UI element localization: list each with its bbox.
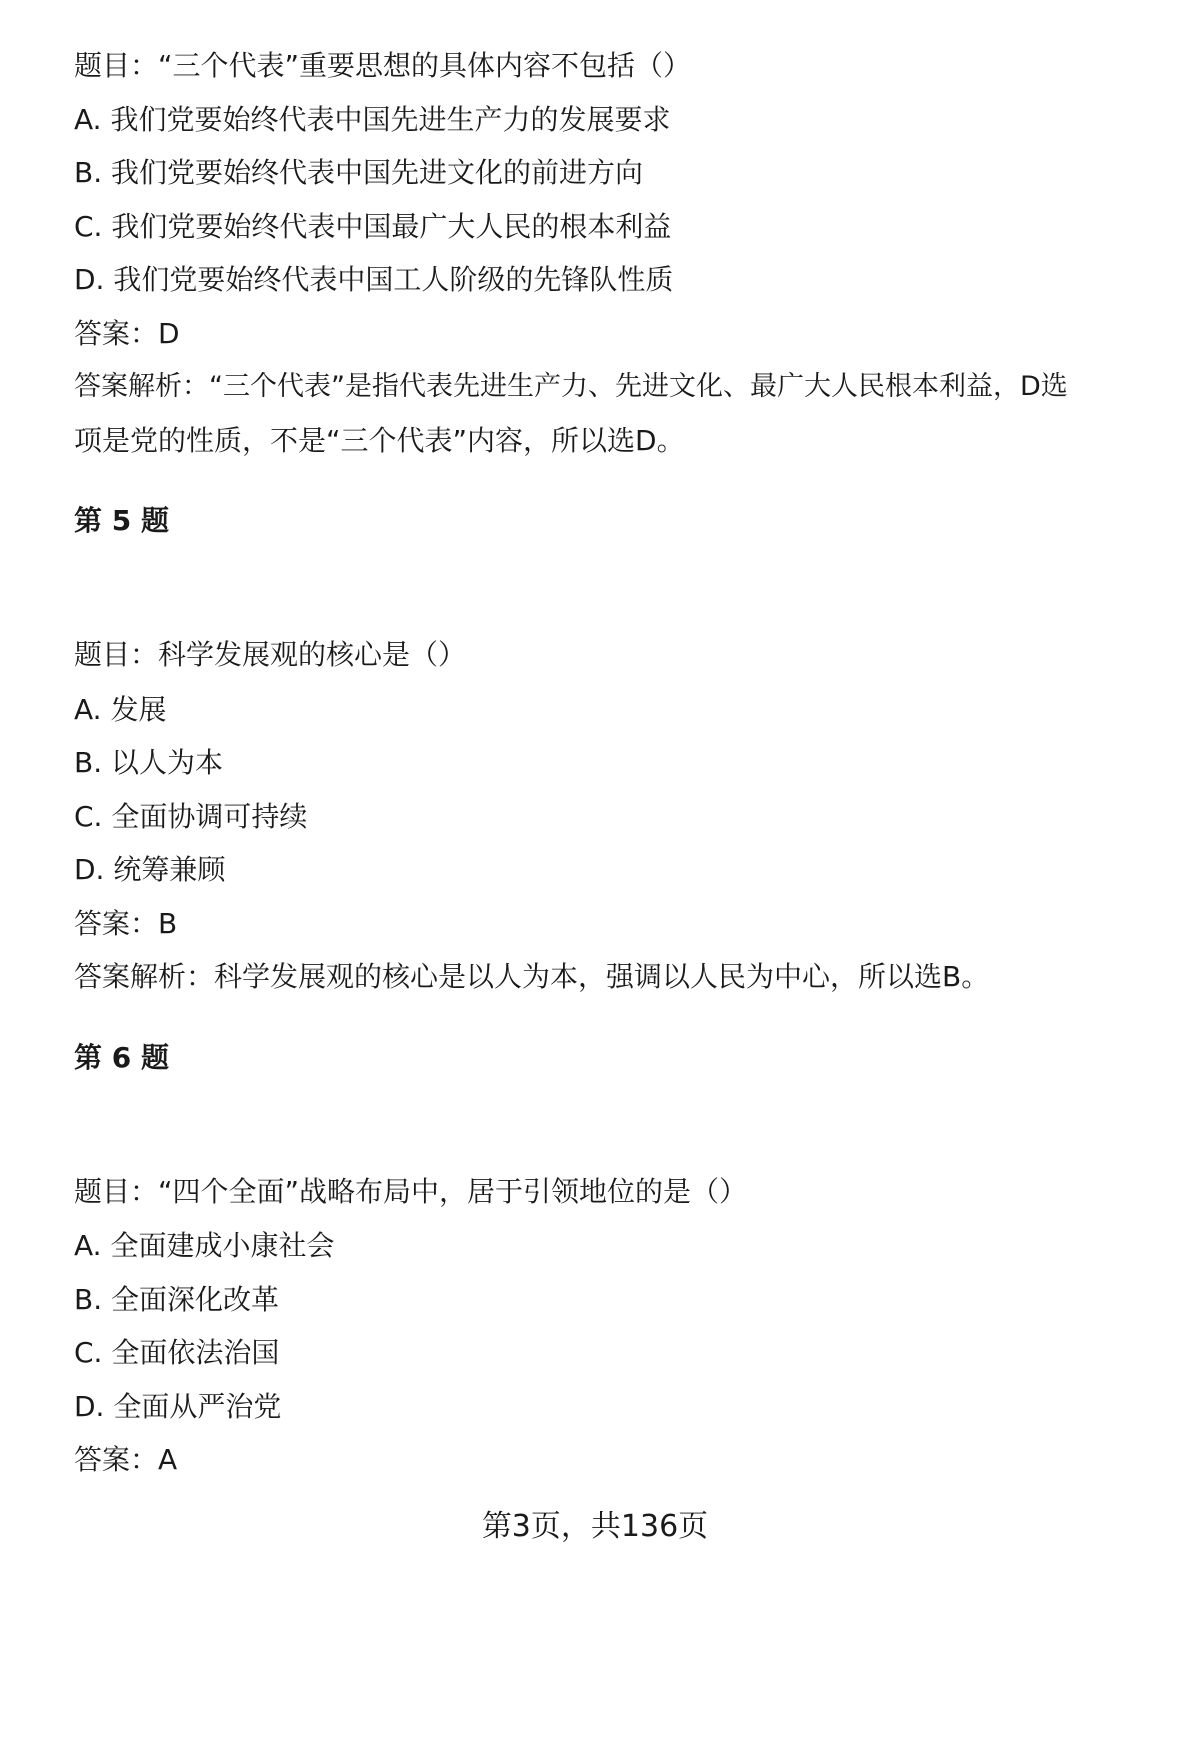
question-6-text: 题目：“四个全面”战略布局中，居于引领地位的是（） (74, 1175, 748, 1208)
question-5-text: 题目：科学发展观的核心是（） (74, 638, 467, 671)
question-5-heading: 第 5 题 (74, 504, 169, 537)
question-4-answer: 答案：D (74, 317, 180, 350)
question-5-option-d: D. 统筹兼顾 (74, 853, 226, 886)
question-5-option-a: A. 发展 (74, 693, 167, 726)
question-4-text: 题目：“三个代表”重要思想的具体内容不包括（） (74, 49, 692, 82)
question-5-answer: 答案：B (74, 907, 178, 940)
question-6-option-a: A. 全面建成小康社会 (74, 1229, 335, 1262)
question-6-option-d: D. 全面从严治党 (74, 1390, 282, 1423)
question-4-explanation-line-1: 答案解析：“三个代表”是指代表先进生产力、先进文化、最广大人民根本利益，D选 (74, 371, 1068, 402)
question-5-explanation: 答案解析：科学发展观的核心是以人为本，强调以人民为中心，所以选B。 (74, 960, 990, 993)
question-5-option-b: B. 以人为本 (74, 746, 224, 779)
question-6-heading: 第 6 题 (74, 1041, 169, 1074)
question-6-answer: 答案：A (74, 1443, 178, 1476)
question-5-option-c: C. 全面协调可持续 (74, 800, 308, 833)
question-6-option-c: C. 全面依法治国 (74, 1336, 280, 1369)
question-4-option-a: A. 我们党要始终代表中国先进生产力的发展要求 (74, 103, 671, 136)
question-4-explanation-line-2: 项是党的性质，不是“三个代表”内容，所以选D。 (74, 424, 685, 457)
question-4-option-c: C. 我们党要始终代表中国最广大人民的根本利益 (74, 210, 672, 243)
question-6-option-b: B. 全面深化改革 (74, 1283, 280, 1316)
question-4-option-d: D. 我们党要始终代表中国工人阶级的先锋队性质 (74, 263, 674, 296)
question-4-option-b: B. 我们党要始终代表中国先进文化的前进方向 (74, 156, 644, 189)
page-number-footer: 第3页，共136页 (481, 1509, 709, 1544)
